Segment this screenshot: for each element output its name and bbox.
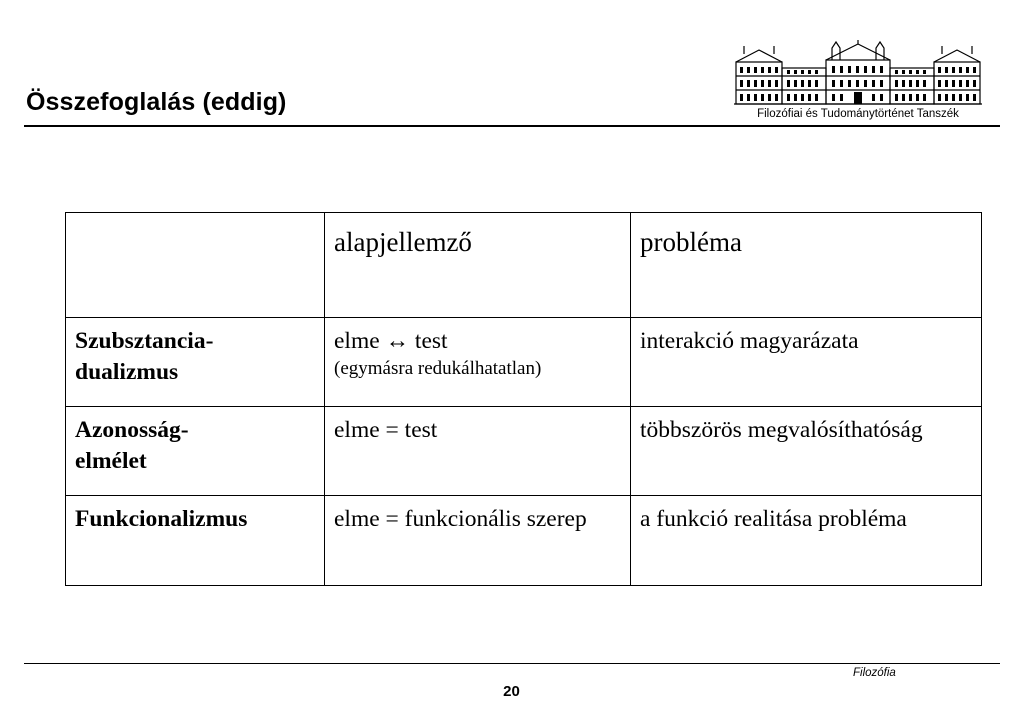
page-number: 20 bbox=[503, 683, 520, 700]
feature-text: elme = funkcionális szerep bbox=[334, 506, 587, 532]
university-building-icon bbox=[732, 40, 984, 106]
feature-note: (egymásra redukálhatatlan) bbox=[334, 358, 542, 380]
row-name-line: elmélet bbox=[75, 448, 147, 475]
row-name-line: Azonosság- bbox=[75, 417, 189, 443]
footer-label: Filozófia bbox=[853, 667, 896, 679]
feature-cell bbox=[325, 318, 631, 407]
slide-title: Összefoglalás (eddig) bbox=[26, 88, 287, 116]
problem-cell: a funkció realitása probléma bbox=[631, 496, 982, 586]
row-name-line: Szubsztancia- bbox=[75, 328, 214, 354]
header-divider bbox=[24, 125, 1000, 127]
header-cell-feature: alapjellemző bbox=[325, 213, 631, 318]
table-header-row bbox=[66, 213, 982, 318]
row-name-line: dualizmus bbox=[75, 359, 179, 386]
feature-cell bbox=[325, 496, 631, 586]
row-name bbox=[66, 318, 325, 407]
header-cell-empty bbox=[66, 213, 325, 318]
footer-divider bbox=[24, 663, 1000, 664]
row-name bbox=[66, 496, 325, 586]
feature-text: elme ↔ test bbox=[334, 328, 448, 354]
feature-text: elme = test bbox=[334, 417, 438, 443]
feature-cell bbox=[325, 407, 631, 496]
row-name-line: Funkcionalizmus bbox=[75, 506, 248, 532]
table-row bbox=[66, 318, 982, 407]
problem-cell: többszörös megvalósíthatóság bbox=[631, 407, 982, 496]
header-cell-problem: probléma bbox=[631, 213, 982, 318]
row-name bbox=[66, 407, 325, 496]
summary-table bbox=[65, 212, 982, 586]
problem-cell: interakció magyarázata bbox=[631, 318, 982, 407]
table-row bbox=[66, 407, 982, 496]
table-row bbox=[66, 496, 982, 586]
department-name: Filozófiai és Tudománytörténet Tanszék bbox=[757, 108, 959, 120]
